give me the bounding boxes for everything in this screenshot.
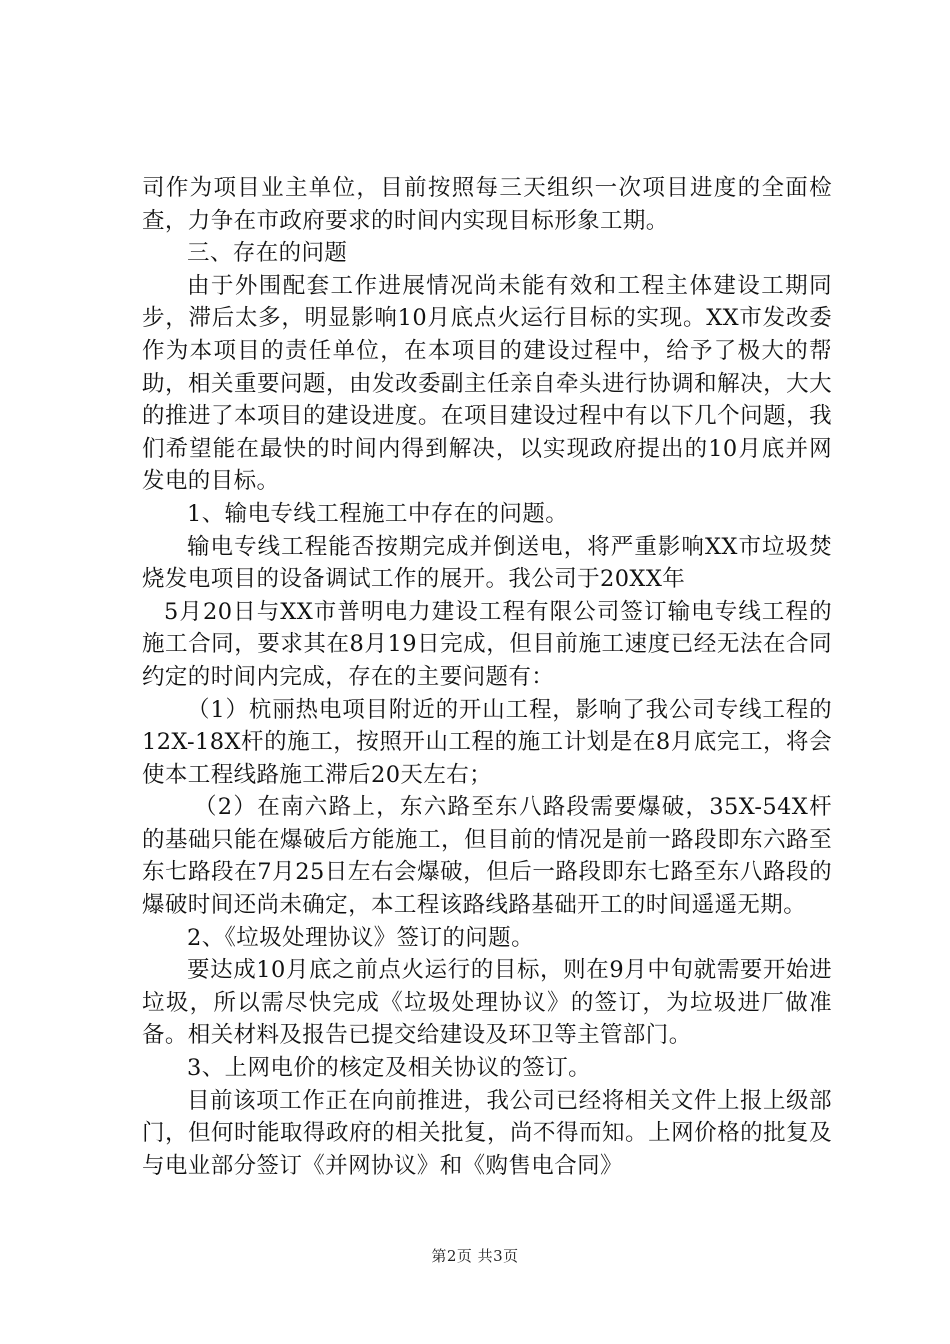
paragraph-continuation: 司作为项目业主单位，目前按照每三天组织一次项目进度的全面检查，力争在市政府要求的时间内实现目标形象工期。 [142, 175, 832, 234]
paragraph-waste-agreement: 要达成10月底之前点火运行的目标，则在9月中旬就需要开始进垃圾，所以需尽快完成《垃圾处理协议》的签订，为垃圾进厂做准备。相关材料及报告已提交给建设及环卫等主管部门。 [142, 957, 832, 1049]
document-body [142, 172, 832, 1182]
subheading-waste-agreement: 2、《垃圾处理协议》签订的问题。 [187, 924, 534, 951]
paragraph-transmission-line: 输电专线工程能否按期完成并倒送电，将严重影响XX市垃圾焚烧发电项目的设备调试工作的展开。我公司于20XX年 [142, 533, 832, 593]
paragraph-grid-price: 目前该项工作正在向前推进，我公司已经将相关文件上报上级部门，但何时能取得政府的相关批复，尚不得而知。上网价格的批复及与电业部分签订《并网协议》和《购售电合同》 [142, 1087, 832, 1179]
list-item-issue-1: （1）杭丽热电项目附近的开山工程，影响了我公司专线工程的12X-18X杆的施工，按照开山工程的施工计划是在8月底完工，将会使本工程线路施工滞后20天左右； [142, 696, 832, 788]
page-footer: 第2页 共3页 [431, 1247, 519, 1265]
paragraph-problems-overview: 由于外围配套工作进展情况尚未能有效和工程主体建设工期同步，滞后太多，明显影响10月底点火运行目标的实现。XX市发改委作为本项目的责任单位，在本项目的建设过程中，给予了极大的帮助，相关重要问题，由发改委副主任亲自牵头进行协调和解决，大大的推进了本项目的建设进度。在项目建设过程中有以下几个问题，我们希望能在最快的时间内得到解决，以实现政府提出的10月底并网发电的目标。 [142, 272, 832, 495]
paragraph-contract-details: 5月20日与XX市普明电力建设工程有限公司签订输电专线工程的施工合同，要求其在8月19日完成，但目前施工速度已经无法在合同约定的时间内完成，存在的主要问题有： [142, 598, 832, 690]
subheading-transmission-line: 1、输电专线工程施工中存在的问题。 [187, 500, 569, 527]
subheading-grid-price: 3、上网电价的核定及相关协议的签订。 [187, 1055, 592, 1082]
list-item-issue-2: （2）在南六路上，东六路至东八路段需要爆破，35X-54X杆的基础只能在爆破后方能施工，但目前的情况是前一路段即东六路至东七路段在7月25日左右会爆破，但后一路段即东七路至东八路段的爆破时间还尚未确定，本工程该路线路基础开工的时间遥遥无期。 [142, 794, 832, 919]
section-heading-problems: 三、存在的问题 [187, 240, 348, 267]
